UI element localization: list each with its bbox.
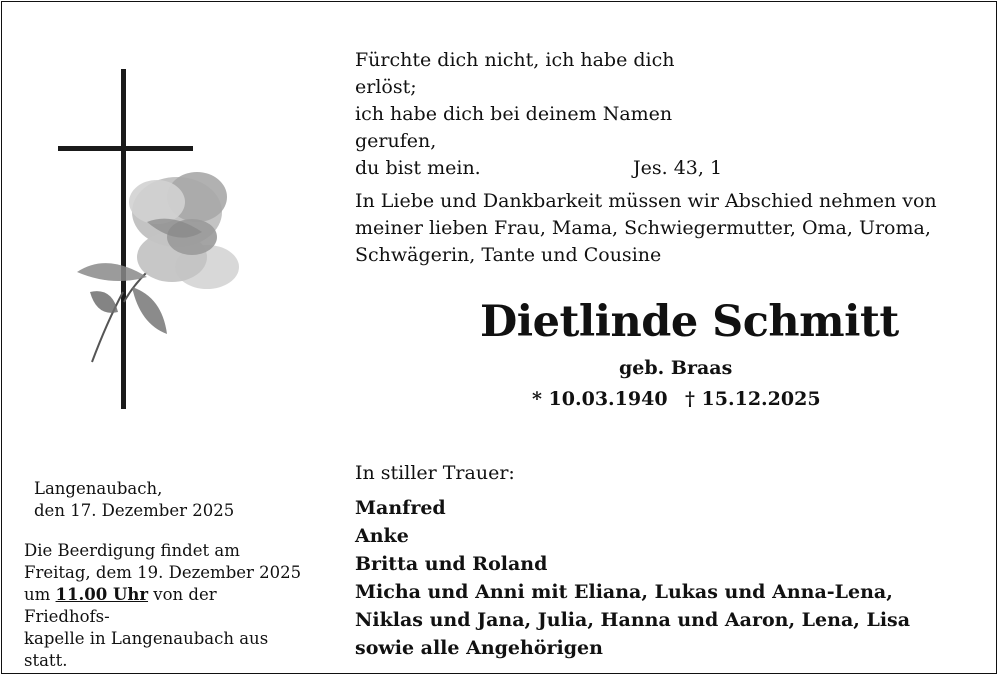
birth-date: * 10.03.1940 bbox=[532, 388, 668, 410]
funeral-line: Freitag, dem 19. Dezember 2025 bbox=[24, 563, 302, 582]
mourning-heading: In stiller Trauer: bbox=[355, 462, 515, 484]
farewell-line: Schwägerin, Tante und Cousine bbox=[355, 244, 662, 266]
deceased-name: Dietlinde Schmitt bbox=[480, 297, 899, 347]
mourner-entry: Niklas und Jana, Julia, Hanna und Aaron, Lena, Lisa bbox=[355, 609, 911, 631]
bible-verse bbox=[355, 47, 725, 182]
verse-line: ich habe dich bei deinem Namen gerufen, bbox=[355, 103, 673, 152]
farewell-line: meiner lieben Frau, Mama, Schwiegermutter, Oma, Uroma, bbox=[355, 217, 931, 239]
rose-icon bbox=[77, 172, 239, 362]
farewell-text bbox=[355, 188, 955, 269]
funeral-line: statt. bbox=[24, 651, 68, 670]
place: Langenaubach, bbox=[34, 479, 163, 498]
verse-reference: Jes. 43, 1 bbox=[633, 157, 723, 179]
date: den 17. Dezember 2025 bbox=[34, 501, 235, 520]
farewell-line: In Liebe und Dankbarkeit müssen wir Abschied nehmen von bbox=[355, 190, 937, 212]
cross-with-rose-illustration bbox=[52, 62, 252, 422]
mourner-entry: sowie alle Angehörigen bbox=[355, 637, 603, 659]
birth-name: geb. Braas bbox=[619, 357, 733, 379]
death-date: † 15.12.2025 bbox=[685, 388, 821, 410]
mourner-entry: Manfred bbox=[355, 497, 446, 519]
place-and-date bbox=[34, 478, 234, 522]
funeral-time-row bbox=[24, 584, 304, 628]
verse-last-row bbox=[355, 155, 725, 182]
mourner-entry: Britta und Roland bbox=[355, 553, 548, 575]
mourner-entry: Micha und Anni mit Eliana, Lukas und Anna-Lena, bbox=[355, 581, 893, 603]
mourners-list bbox=[355, 494, 910, 662]
funeral-time: 11.00 Uhr bbox=[55, 585, 149, 604]
funeral-line: Die Beerdigung findet am bbox=[24, 541, 240, 560]
funeral-line: kapelle in Langenaubach aus bbox=[24, 629, 269, 648]
funeral-time-prefix: um bbox=[24, 585, 56, 604]
verse-line: Fürchte dich nicht, ich habe dich erlöst; bbox=[355, 49, 675, 98]
verse-line: du bist mein. bbox=[355, 157, 481, 179]
mourner-entry: Anke bbox=[355, 525, 409, 547]
funeral-notice bbox=[24, 540, 304, 672]
funeral-time-suffix: von der Friedhofs- bbox=[24, 585, 217, 626]
obituary-card bbox=[1, 1, 997, 674]
